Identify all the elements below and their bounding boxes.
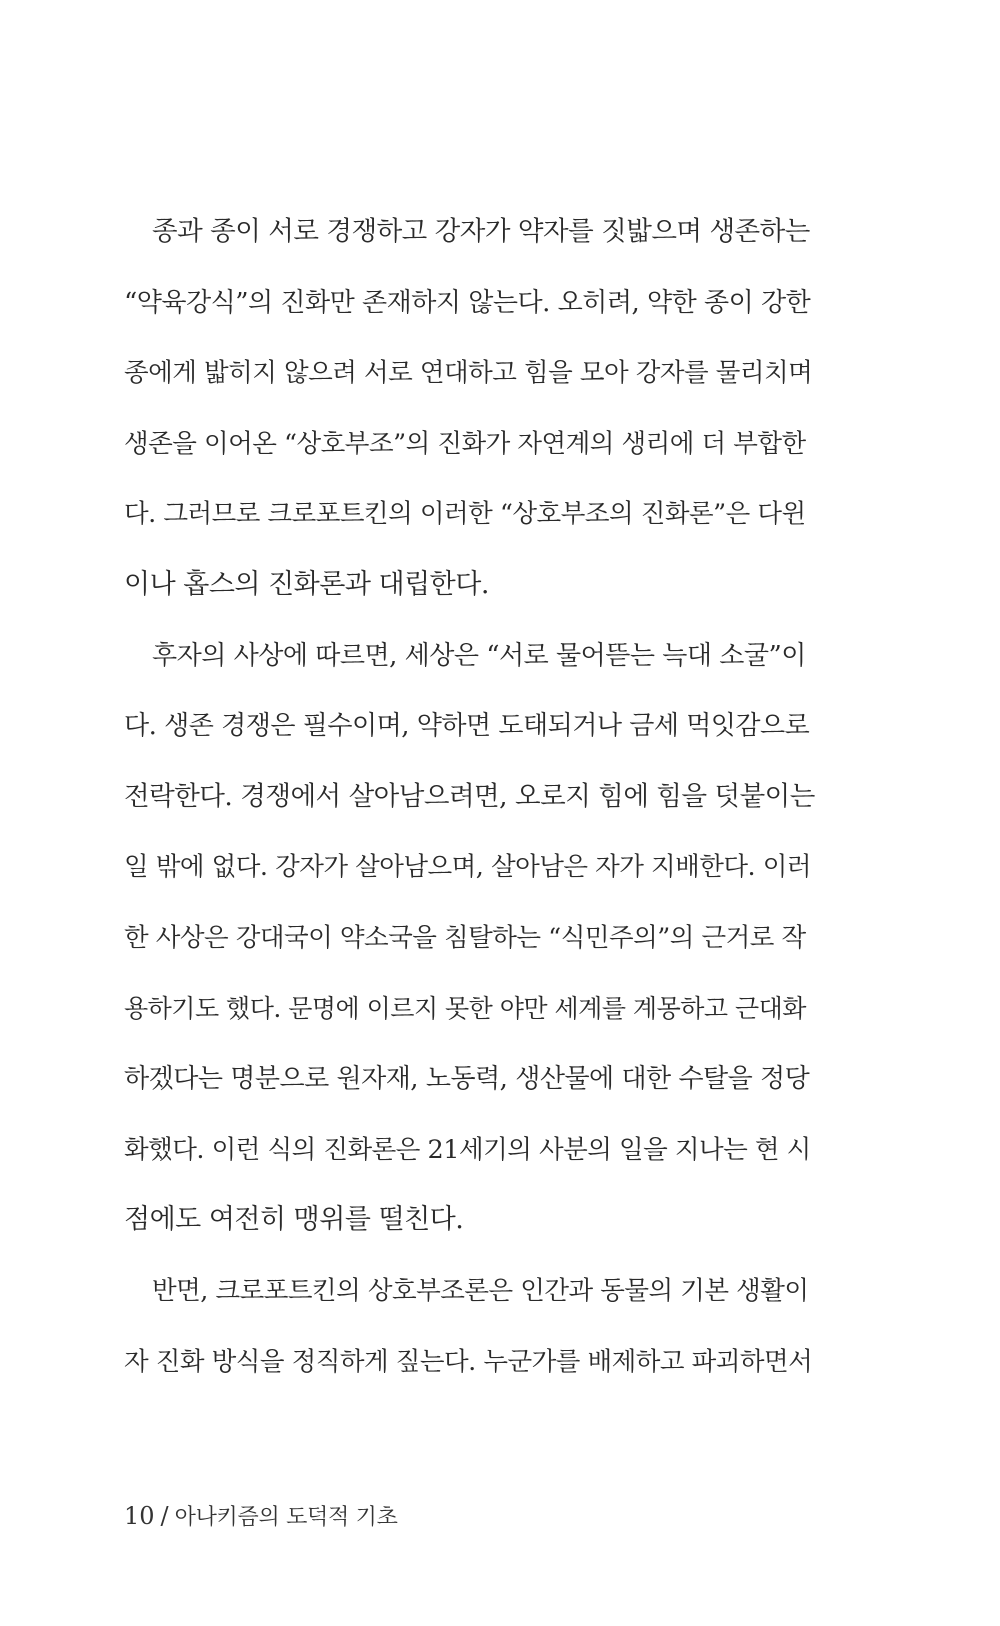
paragraph-line: 하겠다는 명분으로 원자재, 노동력, 생산물에 대한 수탈을 정당	[124, 1064, 810, 1095]
paragraph-line: 이나 홉스의 진화론과 대립한다.	[124, 568, 489, 600]
page-footer	[124, 1500, 398, 1534]
paragraph-line: “약육강식”의 진화만 존재하지 않는다. 오히려, 약한 종이 강한	[124, 287, 811, 318]
paragraph-line: 한 사상은 강대국이 약소국을 침탈하는 “식민주의”의 근거로 작	[124, 922, 806, 953]
paragraph-line: 반면, 크로포트킨의 상호부조론은 인간과 동물의 기본 생활이	[152, 1275, 809, 1306]
footer-separator: /	[160, 1502, 169, 1530]
paragraph-line: 화했다. 이런 식의 진화론은 21세기의 사분의 일을 지나는 현 시	[124, 1134, 811, 1165]
book-title: 아나키즘의 도덕적 기초	[174, 1505, 398, 1530]
paragraph-line: 일 밖에 없다. 강자가 살아남으며, 살아남은 자가 지배한다. 이러	[124, 852, 811, 883]
paragraph-line: 종과 종이 서로 경쟁하고 강자가 약자를 짓밟으며 생존하는	[152, 216, 810, 247]
paragraph-line: 점에도 여전히 맹위를 떨친다.	[124, 1204, 464, 1236]
paragraph-line: 다. 그러므로 크로포트킨의 이러한 “상호부조의 진화론”은 다윈	[124, 499, 806, 530]
paragraph-line: 후자의 사상에 따르면, 세상은 “서로 물어뜯는 늑대 소굴”이	[152, 640, 806, 671]
paragraph-line: 다. 생존 경쟁은 필수이며, 약하면 도태되거나 금세 먹잇감으로	[124, 711, 810, 742]
paragraph-line: 자 진화 방식을 정직하게 짚는다. 누군가를 배제하고 파괴하면서	[124, 1346, 813, 1377]
paragraph-line: 생존을 이어온 “상호부조”의 진화가 자연계의 생리에 더 부합한	[124, 428, 806, 459]
paragraph-line: 전락한다. 경쟁에서 살아남으려면, 오로지 힘에 힘을 덧붙이는	[124, 780, 815, 812]
paragraph-line: 종에게 밟히지 않으려 서로 연대하고 힘을 모아 강자를 물리치며	[124, 358, 813, 389]
page-number: 10	[124, 1502, 155, 1530]
body-text	[124, 197, 814, 1397]
paragraph-line: 용하기도 했다. 문명에 이르지 못한 야만 세계를 계몽하고 근대화	[124, 993, 806, 1023]
